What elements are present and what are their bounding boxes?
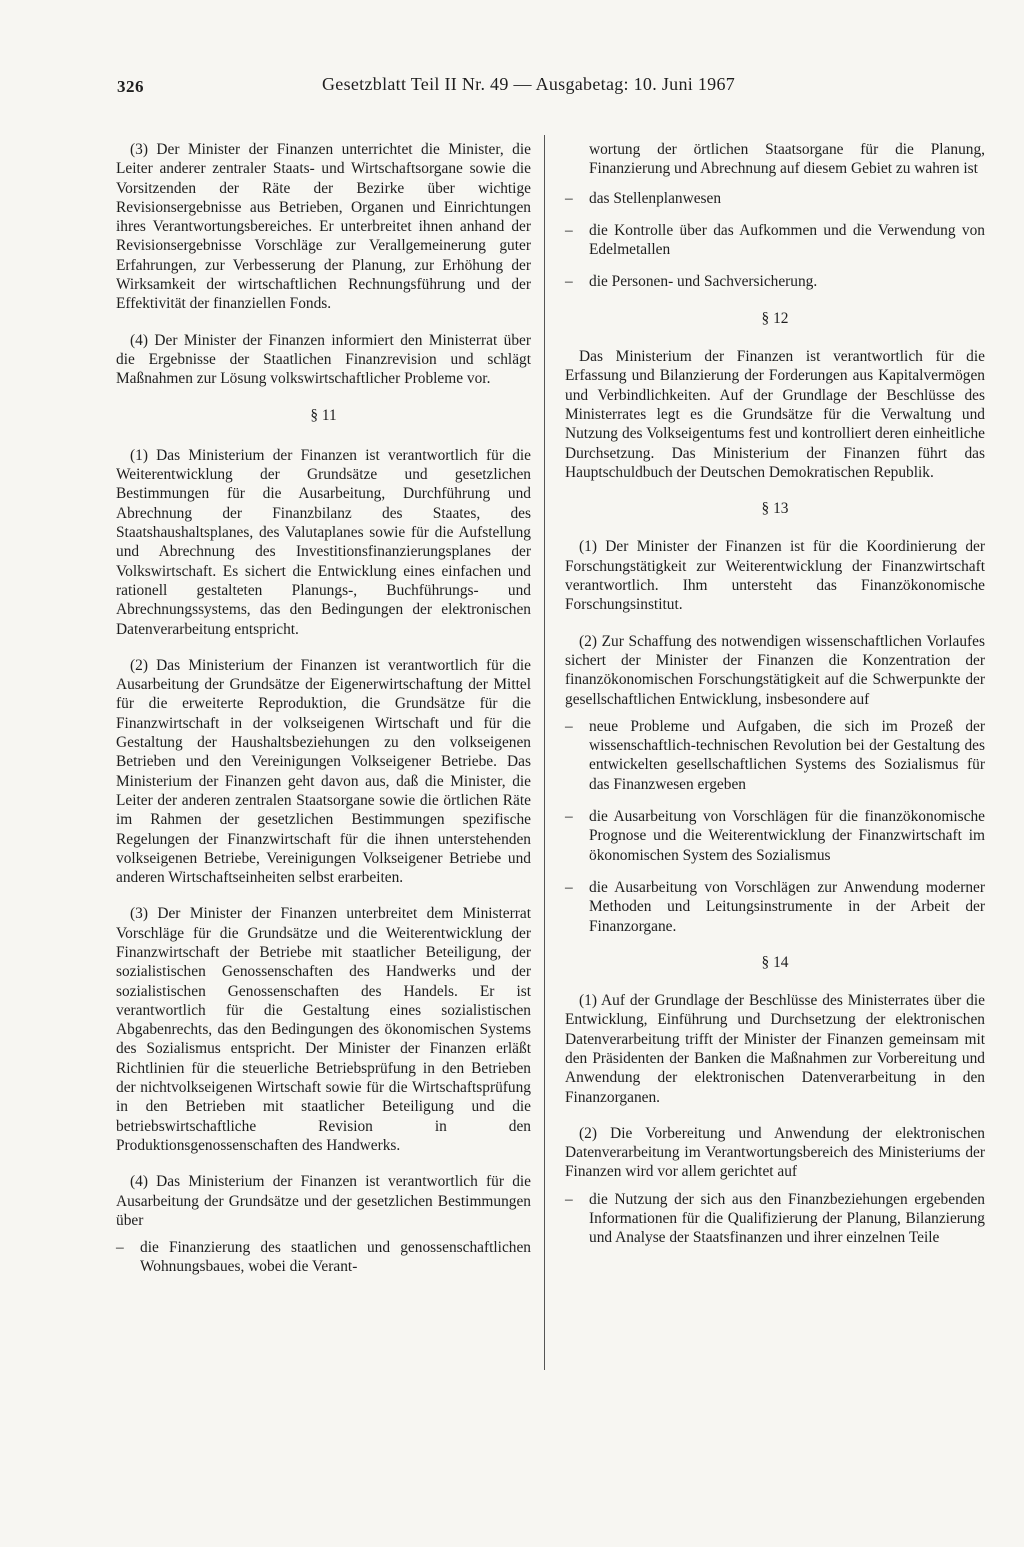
list-item bbox=[565, 807, 985, 865]
column-divider bbox=[544, 135, 545, 1370]
list-item-text: die Ausarbeitung von Vorschlägen zur Anwendung moderner Methoden und Leitungsinstrumente in der Arbeit der Finanzorgane. bbox=[589, 878, 985, 935]
list bbox=[565, 1190, 985, 1248]
dash-bullet: – bbox=[565, 878, 573, 896]
list bbox=[565, 189, 985, 292]
list-item-text: neue Probleme und Aufgaben, die sich im Prozeß der wissenschaftlich-technischen Revolution bei der Gestaltung des entwickelten gesellschaftlichen Systems des Sozialismus für das Finanzwesen ergeben bbox=[589, 717, 985, 793]
dash-bullet: – bbox=[565, 221, 573, 239]
list-item bbox=[116, 1238, 531, 1277]
list-item-text: die Ausarbeitung von Vorschlägen für die finanzökonomische Prognose und die Weiterentwicklung der Finanzwirtschaft im ökonomischen System des Sozialismus bbox=[589, 808, 985, 864]
paragraph: (1) Das Ministerium der Finanzen ist verantwortlich für die Weiterentwicklung der Grundsätze und gesetzlichen Bestimmungen für die Ausarbeitung, Durchführung und Abrechnung der Finanzbilanz des Staates, des Staatshaushaltsplanes, des Valutaplanes sowie für die Aufstellung und Abrechnung des Investitionsfinanzierungsplanes der Volkswirtschaft. Es sichert die Entwicklung eines einfachen und rationell gestalteten Planungs-, Buchführungs- und Abrechnungssystems, das den Bedingungen der elektronischen Datenverarbeitung entspricht. bbox=[116, 446, 531, 638]
list-item bbox=[565, 1190, 985, 1248]
list bbox=[116, 1238, 531, 1277]
paragraph: (4) Der Minister der Finanzen informiert den Ministerrat über die Ergebnisse der Staatlichen Finanzrevision und schlägt Maßnahmen zur Lösung volkswirtschaftlicher Probleme vor. bbox=[116, 331, 531, 388]
paragraph: (4) Das Ministerium der Finanzen ist verantwortlich für die Ausarbeitung der Grundsätze und der gesetzlichen Bestimmungen über bbox=[116, 1173, 531, 1229]
paragraph: (2) Die Vorbereitung und Anwendung der elektronischen Datenverarbeitung im Verantwortungsbereich des Ministeriums der Finanzen wird vor allem gerichtet auf bbox=[565, 1124, 985, 1181]
left-column bbox=[116, 140, 531, 1294]
dash-bullet: – bbox=[565, 1190, 573, 1208]
list bbox=[565, 717, 985, 936]
dash-bullet: – bbox=[565, 717, 573, 735]
paragraph: (1) Auf der Grundlage der Beschlüsse des Ministerrates über die Entwicklung, Einführung und Durchsetzung der elektronischen Datenverarbeitung trifft der Minister der Finanzen gemeinsam mit den Präsidenten der Banken die Maßnahmen zur Vorbereitung und Anwendung der elektronischen Datenverarbeitung in den Finanzorganen. bbox=[565, 992, 985, 1106]
list-item-text: die Kontrolle über das Aufkommen und die Verwendung von Edelmetallen bbox=[589, 221, 985, 259]
list-item bbox=[565, 272, 985, 291]
paragraph: Das Ministerium der Finanzen ist verantwortlich für die Erfassung und Bilanzierung der Forderungen aus Kapitalvermögen und Verbindlichkeiten. Auf der Grundlage der Beschlüsse des Ministerrates legt es die Grundsätze für die Verwaltung und Nutzung des Volkseigentums fest und kontrolliert deren einheitliche Durchsetzung. Das Ministerium der Finanzen führt das Hauptschuldbuch der Deutschen Demokratischen Republik. bbox=[565, 348, 985, 481]
paragraph: (1) Der Minister der Finanzen ist für die Koordinierung der Forschungstätigkeit zur Weiterentwicklung der Finanzwirtschaft verantwortlich. Ihm untersteht das Finanzökonomische Forschungsinstitut. bbox=[565, 538, 985, 614]
running-title: Gesetzblatt Teil II Nr. 49 — Ausgabetag: 10. Juni 1967 bbox=[322, 74, 736, 94]
section-heading: § 14 bbox=[761, 953, 789, 971]
list-item bbox=[565, 189, 985, 208]
list-item bbox=[565, 878, 985, 936]
right-column bbox=[565, 140, 985, 1265]
continuation-text: wortung der örtlichen Staatsorgane für die Planung, Finanzierung und Abrechnung auf diesem Gebiet zu wahren ist bbox=[589, 141, 985, 178]
section-heading: § 11 bbox=[310, 406, 337, 424]
list-item bbox=[565, 717, 985, 794]
page-number: 326 bbox=[117, 77, 144, 96]
list-item bbox=[565, 221, 985, 260]
section-heading: § 12 bbox=[761, 309, 789, 327]
paragraph: (2) Zur Schaffung des notwendigen wissenschaftlichen Vorlaufes sichert der Minister der Finanzen die Konzentration der finanzökonomischen Forschungstätigkeit auf die Schwerpunkte der gesellschaftlichen Entwicklung, insbesondere auf bbox=[565, 632, 985, 708]
dash-bullet: – bbox=[565, 273, 573, 291]
section-heading: § 13 bbox=[761, 500, 789, 518]
dash-bullet: – bbox=[116, 1239, 124, 1257]
list-item-text: die Finanzierung des staatlichen und genossenschaftlichen Wohnungsbaues, wobei die Verant- bbox=[140, 1239, 531, 1276]
dash-bullet: – bbox=[565, 189, 573, 207]
paragraph: (2) Das Ministerium der Finanzen ist verantwortlich für die Ausarbeitung der Grundsätze der Eigenerwirtschaftung der Mittel für die erweiterte Reproduktion, die Grundsätze für die Finanzwirtschaft in der volkseigenen Wirtschaft und für die Gestaltung der Haushaltsbeziehungen zu den volkseigenen Betrieben und den Vereinigungen Volkseigener Betriebe. Das Ministerium der Finanzen geht davon aus, daß die Minister, die Leiter der anderen zentralen Staatsorgane sowie die örtlichen Räte im Rahmen der gesetzlichen Bestimmungen spezifische Regelungen der Finanzwirtschaft für die ihnen unterstehenden volkseigenen Betriebe, Vereinigungen Volkseigener Betriebe und anderen Wirtschaftseinheiten selbst erarbeiten. bbox=[116, 656, 531, 887]
dash-bullet: – bbox=[565, 808, 573, 826]
paragraph: (3) Der Minister der Finanzen unterbreitet dem Ministerrat Vorschläge für die Grundsätze und die Weiterentwicklung der Finanzwirtschaft der Betriebe mit staatlicher Beteiligung, der sozialistischen Genossenschaften des Handwerks und der sozialistischen Genossenschaften des Handels. Er ist verantwortlich für die Gestaltung eines sozialistischen Abgabenrechts, das den Bedingungen des ökonomischen Systems des Sozialismus entspricht. Der Minister der Finanzen erläßt Richtlinien für die steuerliche Betriebsprüfung in den Betrieben der nichtvolkseigenen Wirtschaft sowie für die Wirtschaftsprüfung in den Betrieben mit staatlicher Beteiligung und die betriebswirtschaftliche Revision in den Produktionsgenossenschaften des Handwerks. bbox=[116, 905, 531, 1154]
list-item-text: die Nutzung der sich aus den Finanzbeziehungen ergebenden Informationen für die Qualifizierung der Planung, Bilanzierung und Analyse der Staatsfinanzen und ihrer einzelnen Teile bbox=[589, 1190, 985, 1247]
list-item-text: die Personen- und Sachversicherung. bbox=[589, 273, 818, 291]
paragraph: (3) Der Minister der Finanzen unterrichtet die Minister, die Leiter anderer zentraler Staats- und Wirtschaftsorgane sowie die Vorsitzenden der Räte der Bezirke über wichtige Revisionsergebnisse aus Betrieben, Organen und Einrichtungen ihres Verantwortungsbereiches. Er unterbreitet ihnen anhand der Revisionsergebnisse Vorschläge zur Verallgemeinerung guter Erfahrungen, zur Verbesserung der Planung, zur Erhöhung der Wirksamkeit der wirtschaftlichen Rechnungsführung und der Effektivität der finanziellen Fonds. bbox=[116, 141, 531, 313]
list-item-text: das Stellenplanwesen bbox=[589, 189, 722, 207]
